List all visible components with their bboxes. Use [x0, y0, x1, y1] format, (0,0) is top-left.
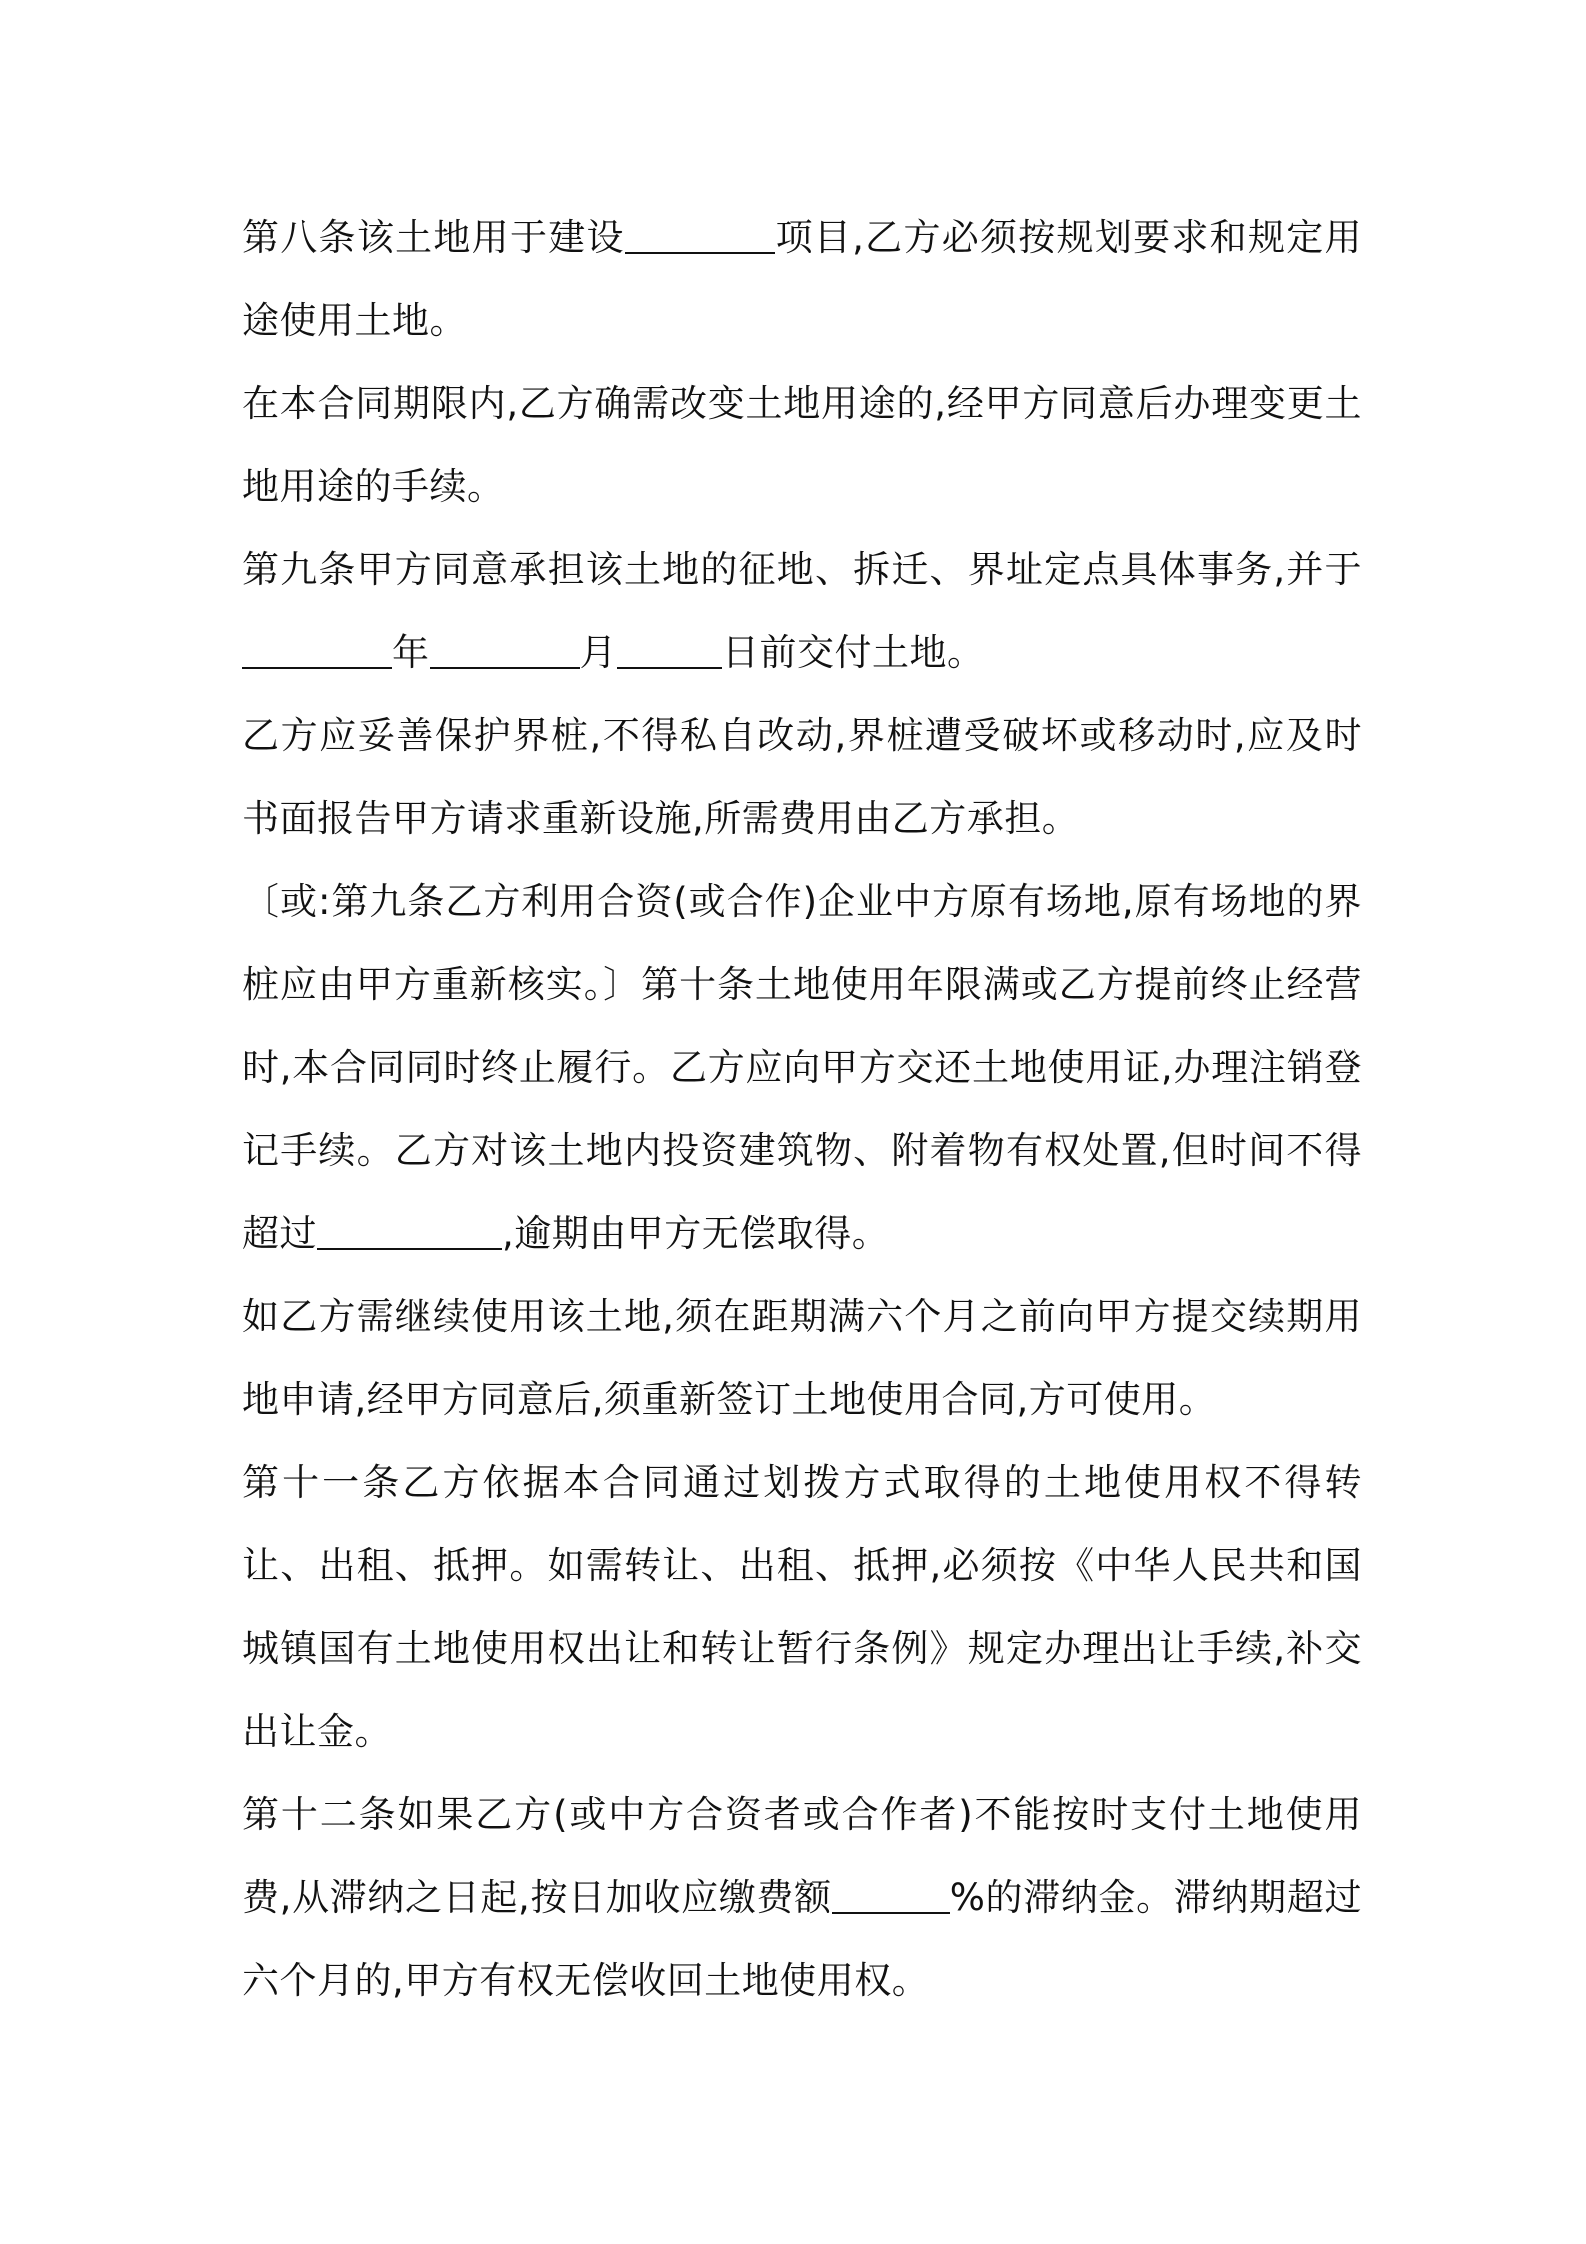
article-10-paragraph — [242, 860, 1362, 1275]
day-label: 日前交付土地。 — [722, 631, 985, 674]
article-12-paragraph — [242, 1773, 1362, 2022]
article-12-text-end: %的滞纳金。滞纳期超过六个月的,甲方有权无偿收回土地使用权。 — [242, 1876, 1362, 2002]
article-10-text-start: 〔或:第九条乙方利用合资(或合作)企业中方原有场地,原有场地的界桩应由甲方重新核实。〕第十条土地使用年限满或乙方提前终止经营时,本合同同时终止履行。乙方应向甲方交还土地使用证,办理注销登记手续。乙方对该土地内投资建筑物、附着物有权处置,但时间不得超过 — [242, 880, 1362, 1255]
month-label: 月 — [579, 631, 617, 674]
article-12-text-start: 第十二条如果乙方(或中方合资者或合作者)不能按时支付土地使用费,从滞纳之日起,按日加收应缴费额 — [242, 1793, 1362, 1919]
year-blank — [242, 633, 392, 669]
article-9-text-start: 第九条甲方同意承担该土地的征地、拆迁、界址定点具体事务,并于 — [242, 548, 1362, 591]
land-use-change-paragraph: 在本合同期限内,乙方确需改变土地用途的,经甲方同意后办理变更土地用途的手续。 — [242, 382, 1362, 508]
disposal-deadline-blank — [317, 1214, 502, 1250]
article-9-paragraph — [242, 528, 1362, 694]
project-name-blank — [625, 218, 775, 254]
late-fee-rate-blank — [832, 1878, 950, 1914]
contract-body — [242, 196, 1362, 2022]
article-8-text-start: 第八条该土地用于建设 — [242, 216, 625, 259]
month-blank — [430, 633, 580, 669]
article-8-text-end: 项目,乙方必须按规划要求和规定用途使用土地。 — [242, 216, 1363, 342]
article-8-paragraph — [242, 196, 1362, 362]
boundary-stake-paragraph: 乙方应妥善保护界桩,不得私自改动,界桩遭受破坏或移动时,应及时书面报告甲方请求重新设施,所需费用由乙方承担。 — [242, 714, 1362, 840]
article-10-text-end: ,逾期由甲方无偿取得。 — [502, 1212, 890, 1255]
article-11-paragraph: 第十一条乙方依据本合同通过划拨方式取得的土地使用权不得转让、出租、抵押。如需转让、出租、抵押,必须按《中华人民共和国城镇国有土地使用权出让和转让暂行条例》规定办理出让手续,补交出让金。 — [242, 1461, 1362, 1753]
day-blank — [617, 633, 722, 669]
renewal-paragraph: 如乙方需继续使用该土地,须在距期满六个月之前向甲方提交续期用地申请,经甲方同意后,须重新签订土地使用合同,方可使用。 — [242, 1295, 1362, 1421]
year-label: 年 — [392, 631, 430, 674]
